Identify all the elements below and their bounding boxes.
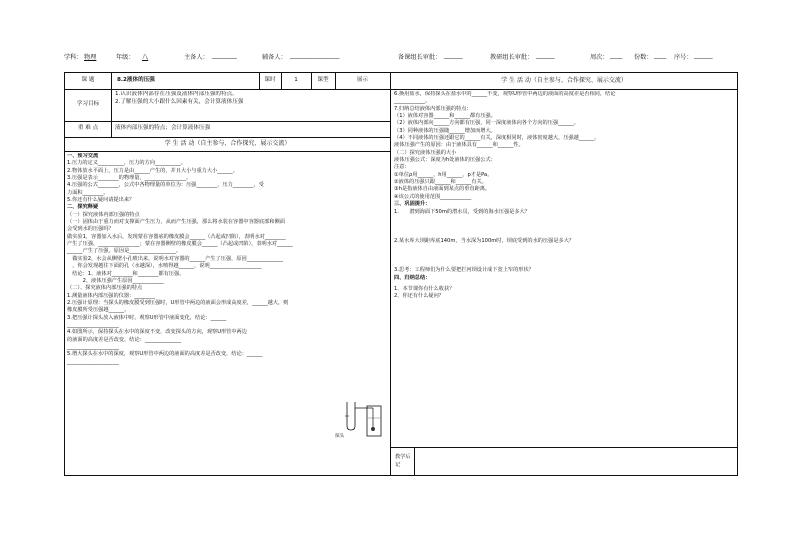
copies-value: ____ (654, 52, 667, 59)
topic-value: 8.2液体的压强 (117, 77, 155, 83)
text-line: 5.增大探头在水中的深度，观察U形管中两边的液面的高度差是否改变，结论：______ (67, 351, 263, 358)
text-line: 2.某水库大坝距库底140m，当水深为100m时，坝底受到的水的压强是多大？ (394, 237, 575, 244)
type-value: 展示 (356, 77, 369, 83)
key-points-value: 液体内部压强的特点；会计算液体压强 (115, 125, 211, 131)
text-line: 4.压强的公式________，公式中各物理量的单位为：压强________，压力________，受 (67, 182, 264, 189)
section-heading: 一、预习交流 (67, 153, 99, 159)
text-line: 2.物体放水平面上，压力是由______产生的，并且大小与重力大小______。 (67, 167, 238, 174)
section-heading: 二、探究释疑 (67, 204, 99, 211)
text-line: ____________。 (394, 98, 431, 105)
reflection-label: 教学后记 (395, 454, 411, 468)
text-line: （二）探究液体压强的大小 (394, 149, 457, 156)
week-label: 周次： (590, 54, 609, 61)
text-line: 2.压强计原理：当探头的橡皮膜受到压强时，U形管中两边的液面会形成高度差，______越大，则 (67, 299, 289, 306)
text-line: 6.换用盐水，保持探头在盐水中的______不变，观察U形管中两边的液面的高度差是否相同，结论 (394, 91, 616, 97)
text-line: 4.如图所示，保持探头在水中的深度不变，改变探头的方向，观察U形管中两边 (67, 329, 247, 336)
text-line: 1.测量液体内部压强的仪器：________ (67, 292, 155, 299)
text-line: （2）液体内部向______方向都有压强，同一深度液体向各个方向的压强______。 (394, 120, 579, 127)
text-line: 橡皮膜所受压强越______。 (67, 307, 130, 314)
lesson-plan-table (64, 72, 738, 476)
grade-label: 年级： (116, 54, 135, 61)
text-line: ______产生了压强，原因是__________________。 (67, 248, 182, 255)
goals-label: 学习目标 (76, 101, 100, 107)
serial-label: 序号： (674, 54, 693, 61)
section-heading: 四、归纳总结： (394, 274, 431, 281)
period-label: 课时 (264, 77, 276, 83)
text-line: 1. 潜到海面下50m的潜水员，受到的海水压强是多大？ (394, 208, 530, 215)
text-line: 力面积________。 (67, 189, 109, 196)
document-header (0, 52, 794, 66)
text-line: （二）、探究液体内部压强的特点 (67, 285, 143, 292)
text-line: 7.归纳总结液体内部压强的特点： (394, 105, 472, 112)
text-line: 2、液体压强产生原因____________ (67, 277, 164, 284)
right-activity-body (394, 91, 736, 447)
teaching-leader-value: ______ (536, 52, 555, 59)
text-line: ____________________ (67, 358, 119, 365)
type-label: 课型 (317, 77, 329, 83)
text-line: 做实验2，水会从侧壁小孔喷出来，说明水对容器的______产生了压强，原因______________ (67, 255, 283, 262)
text-line: 5.你还有什么疑问请提出来？ (67, 197, 135, 204)
subject-label: 学科： (64, 54, 83, 61)
text-line: （1）液体对容器______和______都有压强。 (394, 113, 496, 120)
copies-label: 份数： (634, 54, 653, 61)
assistant-preparer-label: 辅备人： (262, 54, 287, 61)
text-line: ②液体的压强只跟______和______有关。 (394, 179, 487, 186)
week-value: ____ (610, 52, 623, 59)
lead-preparer-value: ________ (212, 52, 237, 59)
text-line: 2、你还有什么疑问？ (394, 293, 444, 300)
text-line: 3.压强是表示________的物理量，________________。 (67, 175, 192, 182)
text-line: 注意： (394, 164, 410, 171)
section-heading: 三、巩固提升： (394, 201, 431, 208)
text-line: （4）不同液体的压强还跟它的______有关，深度相同时，液体密度越大，压强越______。 (394, 135, 600, 142)
serial-value: ______ (694, 52, 713, 59)
activity-header-right: 学 生 活 动（自主参与、合作探究、展示交流） (501, 77, 627, 84)
text-line: 1、本节课你有什么收获？ (394, 285, 455, 292)
assistant-preparer-value: ________________ (290, 52, 340, 59)
goal-item: 1.认识液体内部存在压强及液体内部压强的特点。 (115, 91, 238, 97)
text-line: 液体压强产生的原因：由于液体具有______和______性。 (394, 142, 524, 149)
text-line: ①单位ρ用______，h用______，p才是Pa。 (394, 171, 493, 178)
text-line: ，你会发现越往下面的孔（水越深），水喷得越______，说明____________________ (67, 263, 262, 270)
topic-label: 课 题 (81, 77, 95, 83)
text-line: ____________________ (67, 343, 119, 350)
teaching-leader-label: 教研组长审批： (490, 54, 534, 61)
text-line: 做实验1，容器加入水后，发现蒙在容器底的橡皮膜会______（凸起或凹陷），表明水对________ (67, 233, 286, 240)
text-line: ____________________ (67, 321, 119, 328)
figure-label: 探头 (335, 434, 345, 439)
text-line: 1.压力的定义__________，压力的方向__________。 (67, 160, 187, 167)
activity-header-left: 学 生 活 动（自主参与、合作探究、展示交流） (164, 140, 291, 147)
text-line: （3）同种液体的压强随______增加而增大。 (394, 127, 496, 134)
text-line: 的液面的高度差是否改变，结论：______________ (67, 336, 182, 343)
grade-value: 八 (142, 54, 149, 61)
text-line: ③h是指液体自由液面到某点的垂直距离。 (394, 186, 491, 193)
key-points-label: 重 难 点 (77, 125, 99, 131)
text-line: （一）固体由于重力而对支撑面产生压力，从而产生压强，那么将水装在容器中容器底部和侧面 (67, 219, 285, 226)
lead-preparer-label: 主备人： (184, 54, 209, 61)
period-value: 1 (294, 77, 298, 83)
text-line: ④该公式的使用范围____________ (394, 193, 472, 200)
text-line: 液体压强公式：深度为h处液体的压强公式： (394, 157, 496, 164)
goal-item: 2.了解压强的大小跟什么因素有关，会计算液体压强 (115, 98, 244, 105)
text-line: 3.思考：工程师们为什么要把拦河坝设计成下宽上窄的形状？ (394, 267, 534, 274)
text-line: 产生了压强，________________；蒙在容器侧壁的橡皮膜会______（凸起或凹陷），表明水对______ (67, 241, 293, 248)
text-line: 结论：1、液体对________和________都有压强。 (67, 270, 185, 277)
group-leader-value: ______ (444, 52, 463, 59)
group-leader-label: 备课组长审批： (398, 54, 442, 61)
subject-value: 物理 (84, 54, 97, 61)
text-line: （一）探究液体内部压强的特点 (67, 211, 140, 218)
text-line: 会受到水的压强吗？ (67, 226, 114, 233)
text-line: 3.把压强计探头放入液体中时，观察U形管中液面变化，结论：______ (67, 314, 227, 321)
goals-list (115, 91, 389, 121)
